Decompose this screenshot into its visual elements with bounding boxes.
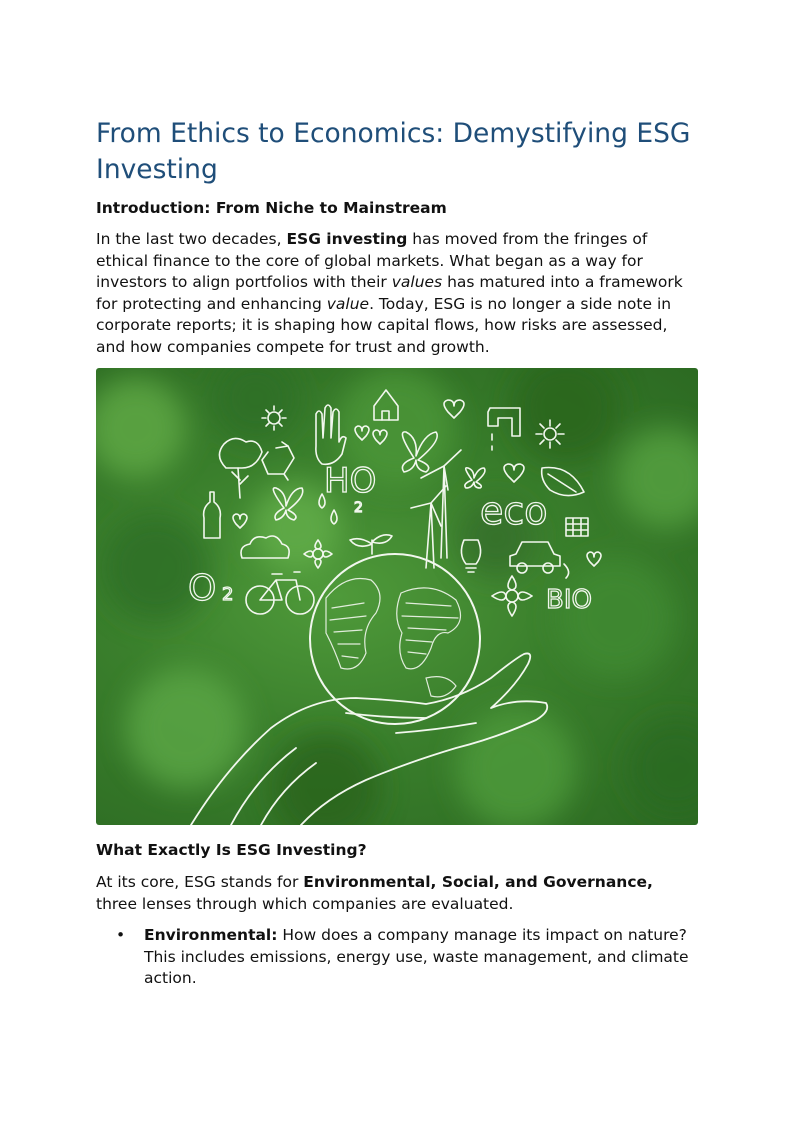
eco-label: eco: [480, 489, 548, 533]
section-paragraph: [96, 872, 698, 915]
tree-icon: [219, 438, 262, 498]
section-text: At its core, ESG stands for: [96, 873, 304, 891]
heart-icon: [233, 514, 247, 528]
intro-italic-text: values: [391, 273, 443, 292]
h2o-subscript: 2: [354, 500, 363, 516]
intro-paragraph: [96, 229, 698, 359]
intro-heading: Introduction: From Niche to Mainstream: [96, 199, 447, 217]
solar-panel-icon: [566, 518, 588, 536]
butterfly-icon: [465, 468, 485, 488]
section-text: three lenses through which companies are evaluated.: [96, 894, 514, 913]
o2-label: O: [188, 568, 217, 609]
bullet-marker: •: [116, 926, 126, 944]
sketch-illustration: [96, 368, 698, 825]
globe-icon: [310, 554, 480, 724]
o2-subscript: 2: [222, 584, 234, 605]
section-bold-text: Environmental, Social, and Governance,: [303, 873, 653, 891]
flower-icon: [492, 576, 532, 616]
recycle-icon: [262, 442, 294, 480]
heart-icon: [504, 464, 524, 482]
bullet-text: How does a company manage its impact on nature? This includes emissions, energy use, waste management, and climate action.: [144, 926, 689, 988]
esg-bullet-list: [96, 925, 698, 990]
intro-text: In the last two decades,: [96, 230, 287, 248]
bicycle-icon: [246, 572, 314, 614]
sustainability-illustration-image: [96, 368, 698, 825]
intro-italic-text: value: [326, 294, 370, 313]
h2o-label: HO: [324, 461, 377, 501]
intro-text: has moved from the fringes of ethical finance to the core of global markets. What began as a way for investors to align portfolios with their: [96, 230, 648, 292]
sprout-icon: [350, 535, 392, 554]
bullet-label: Environmental:: [144, 926, 278, 944]
intro-bold-text: ESG investing: [286, 230, 408, 248]
intro-text: has matured into a framework for protecting and enhancing: [96, 273, 683, 313]
list-item: [96, 925, 698, 990]
leaf-icon: [542, 468, 584, 496]
intro-text: . Today, ESG is no longer a side note in corporate reports; it is shaping how capital flows, how risks are assessed, and how companies compete for trust and growth.: [96, 294, 672, 356]
page-title: From Ethics to Economics: Demystifying ESG Investing: [96, 118, 691, 185]
bottle-icon: [204, 492, 221, 538]
section-heading: What Exactly Is ESG Investing?: [96, 841, 367, 859]
foliage-background: [96, 368, 698, 825]
bio-label: BIO: [546, 585, 592, 615]
